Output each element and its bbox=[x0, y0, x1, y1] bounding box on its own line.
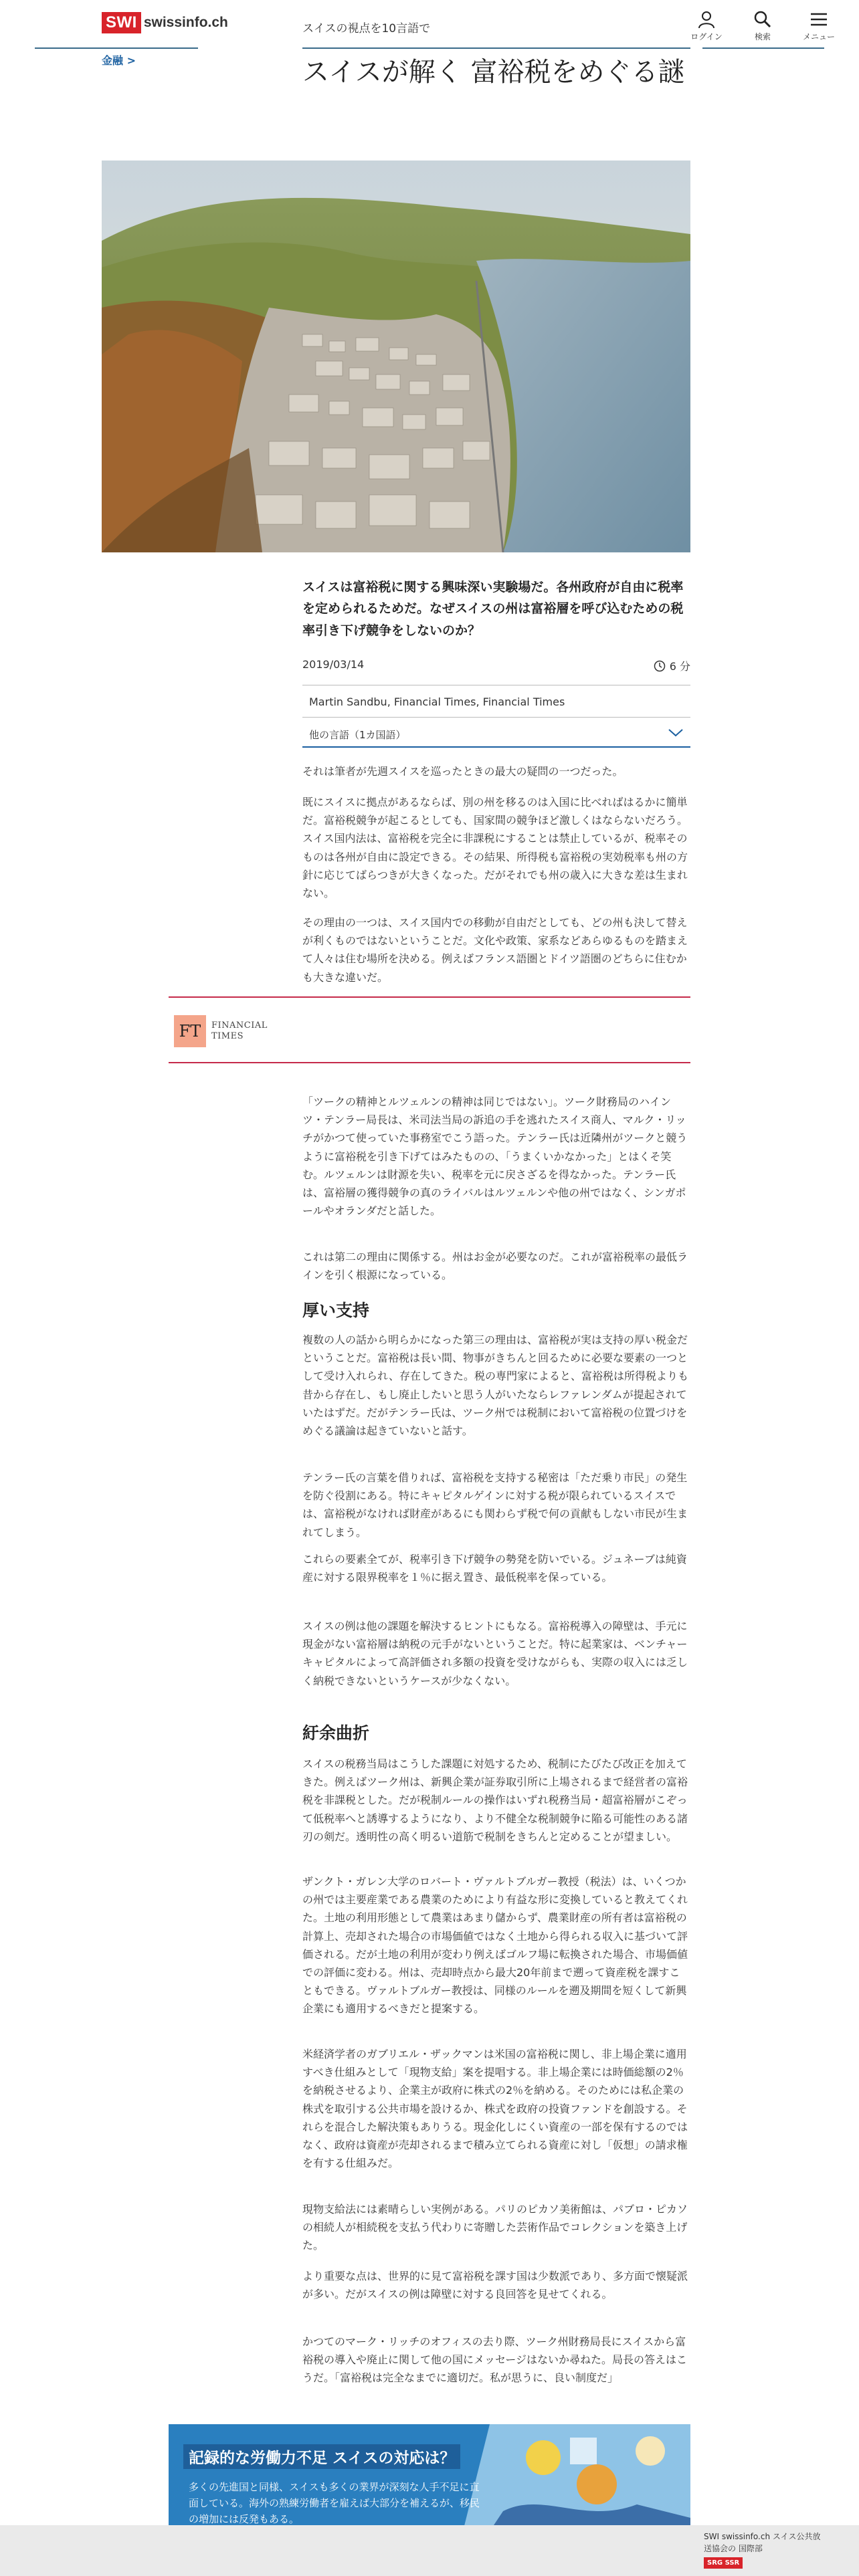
paragraph: スイスの税務当局はこうした課題に対処するため、税制にたびたび改正を加えてきた。例えばツーク州は、新興企業が証券取引所に上場されるまで経営者の富裕税を非課税とした。だが税制ルールの操作はいずれ税務当局・超富裕層がこぞって低税率へと誘導するようになり、より不健全な税制競争に陥る可能性のある諸刃の剣だ。透明性の高く明るい道筋で税制をきちんと定めることが望ましい。 bbox=[302, 1757, 688, 1843]
logo-mark: SWI bbox=[102, 12, 141, 33]
ft-logo-mark: FT bbox=[174, 1015, 206, 1047]
user-icon bbox=[696, 9, 717, 29]
footer-info bbox=[704, 2531, 821, 2569]
paragraph: 複数の人の話から明らかになった第三の理由は、富裕税が実は支持の厚い税金だということだ。富裕税は長い間、物事がきちんと回るために必要な要素の一つとして受け入れられ、存在してきた。税の専門家によると、富裕税は所得税よりも昔から存在し、もし廃止したいと思う人がいたならレファレンダムが提起されていたはずだ。だがテンラー氏は、ツーク州では税制において富裕税の位置づけをめぐる議論は起きていないと話す。 bbox=[302, 1333, 688, 1437]
ft-logo-line1: FINANCIAL bbox=[211, 1021, 268, 1031]
paragraph: これらの要素全てが、税率引き下げ競争の勢発を防いでいる。ジュネーブは純資産に対する限界税率を１％に据え置き、最低税率を保っている。 bbox=[302, 1553, 687, 1584]
srg-badge[interactable]: SRG SSR bbox=[704, 2557, 743, 2569]
ft-partner-box bbox=[169, 996, 690, 1063]
read-time bbox=[654, 658, 690, 673]
section-heading: 厚い支持 bbox=[302, 1301, 370, 1320]
ft-bottom-rule bbox=[169, 1062, 690, 1063]
page-title: スイスが解く 富裕税をめぐる謎 bbox=[302, 57, 685, 88]
read-time-label: 6 分 bbox=[669, 660, 690, 673]
footer-line1: SWI swissinfo.ch スイス公共放 bbox=[704, 2532, 821, 2541]
paragraph: その理由の一つは、スイス国内での移動が自由だとしても、どの州も決して替えが利くものではないということだ。文化や政策、家系などあらゆるものを踏まえて人々は住む場所を決める。例えばフランス語圏とドイツ語圏のどちらに住むかも大きな違いだ。 bbox=[302, 916, 688, 984]
article-meta bbox=[302, 658, 690, 678]
search-label: 検索 bbox=[754, 32, 771, 41]
author-byline: Martin Sandbu, Financial Times, Financial Times bbox=[309, 695, 565, 708]
site-header bbox=[0, 0, 859, 47]
promo-text: 多くの先進国と同様、スイスも多くの業界が深刻な人手不足に直面している。海外の熟練労働者を雇えば大部分を補えるが、移民の増加には反発もある。 bbox=[189, 2481, 480, 2525]
breadcrumb[interactable]: 金融 > bbox=[102, 54, 136, 67]
search-button[interactable] bbox=[743, 9, 783, 42]
hamburger-icon bbox=[809, 9, 829, 29]
paragraph: それは筆者が先週スイスを巡ったときの最大の疑問の一つだった。 bbox=[302, 765, 624, 778]
header-divider-center bbox=[302, 47, 690, 49]
menu-button[interactable] bbox=[799, 9, 839, 42]
paragraph: 「ツークの精神とルツェルンの精神は同じではない」。ツーク財務局のハインツ・テンラー局長は、米司法当局の訴追の手を逃れたスイス商人、マルク・リッチがかつて使っていた事務室でこう語った。テンラー氏は近隣州がツークと競うように富裕税を引き下げてはみたものの、「うまくいかなかった」とはくそ笑む。ルツェルンは財源を失い、税率を元に戻さざるを得なかった。テンラー氏は、富裕層の獲得競争の真のライバルはルツェルンや他の州ではなく、シンガポールやオランダだと話した。 bbox=[302, 1095, 688, 1218]
footer-line2: 送協会の 国際部 bbox=[704, 2544, 763, 2553]
hero-image bbox=[102, 160, 690, 552]
paragraph: かつてのマーク・リッチのオフィスの去り際、ツーク州財務局長にスイスから富裕税の導入や廃止に関して他の国にメッセージはないか尋ねた。局長の答えはこうだ。「富裕税は完全なまでに適切だ。私が思うに、良い制度だ」 bbox=[302, 2335, 688, 2385]
site-logo[interactable] bbox=[102, 12, 228, 33]
section-heading: 紆余曲折 bbox=[302, 1723, 370, 1743]
publish-date: 2019/03/14 bbox=[302, 658, 365, 671]
chevron-down-icon bbox=[668, 728, 684, 738]
paragraph: これは第二の理由に関係する。州はお金が必要なのだ。これが富裕税率の最低ラインを引く根源になっている。 bbox=[302, 1251, 688, 1282]
login-label: ログイン bbox=[690, 32, 723, 41]
other-languages-label: 他の言語（1カ国語） bbox=[309, 729, 406, 741]
other-languages-underline bbox=[302, 746, 690, 748]
promo-title: 記録的な労働力不足 スイスの対応は？ bbox=[183, 2444, 460, 2469]
paragraph: テンラー氏の言葉を借りれば、富裕税を支持する秘密は「ただ乗り市民」の発生を防ぐ役割にある。特にキャピタルゲインに対する税が限られているスイスでは、富裕税がなければ財産があるにも関わらず税で何の貢献もしない市民が生まれてしまう。 bbox=[302, 1471, 688, 1539]
author-divider bbox=[302, 717, 690, 718]
ft-logo-text bbox=[211, 1021, 268, 1041]
clock-icon bbox=[654, 660, 666, 672]
other-languages-toggle[interactable] bbox=[309, 728, 684, 742]
promo-banner[interactable] bbox=[169, 2424, 690, 2531]
paragraph: ザンクト・ガレン大学のロバート・ヴァルトブルガー教授（税法）は、いくつかの州では主要産業である農業のためにより有益な形に変換していると教えてくれた。土地の利用形態として農業はあまり儲からず、農業財産の所有者は富裕税の計算上、売却された場合の市場価値ではなく土地から得られる収入に基づいて評価される。だが土地の利用が変わり例えばゴルフ場に転換された場合、市場価値での評価に変わる。州は、売却時点から最大20年前まで遡って資産税を課すこともできる。ヴァルトブルガー教授は、同様のルールを遡及期間を短くして新興企業にも適用するべきだと提案する。 bbox=[302, 1875, 688, 2016]
paragraph: スイスの例は他の課題を解決するヒントにもなる。富裕税導入の障壁は、手元に現金がない富裕層は納税の元手がないということだ。特に起業家は、ベンチャーキャピタルによって高評価され多額の投資を受けながらも、実際の収入には乏しく納税できないというケースが少なくない。 bbox=[302, 1620, 688, 1687]
search-icon bbox=[753, 9, 773, 29]
login-button[interactable] bbox=[686, 9, 727, 42]
paragraph: 既にスイスに拠点があるならば、別の州を移るのは入国に比べればはるかに簡単だ。富裕税競争が起こるとしても、国家間の競争ほど激しくはならないだろう。スイス国内法は、富裕税を完全に非課税にすることは禁止しているが、税率そのものは各州が自由に設定できる。その結果、所得税も富裕税の実効税率も州の方針に応じてばらつきが大きくなった。だがそれでも州の歳入に大きな差は生まれない。 bbox=[302, 796, 688, 899]
paragraph: 米経済学者のガブリエル・ザックマンは米国の富裕税に関し、非上場企業に適用すべき仕組みとして「現物支給」案を提唱する。非上場企業には時価総額の2％を納税させるより、企業主が政府に株式の2％を納める。そのためには私企業の株式を取引する公共市場を設けるか、株式を政府の投資ファンドを創設する。それらを混合した解決策もありうる。現金化しにくい資産の一部を保有するのではなく、政府は資産が売却されるまで積み立てられる資産に対し「仮想」の請求権を有する仕組みだ。 bbox=[302, 2048, 688, 2170]
logo-text: swissinfo.ch bbox=[143, 15, 228, 30]
paragraph: 現物支給法には素晴らしい実例がある。パリのピカソ美術館は、パブロ・ピカソの相続人が相続税を支払う代わりに寄贈した芸術作品でコレクションを築き上げた。 bbox=[302, 2203, 688, 2252]
menu-label: メニュー bbox=[802, 32, 835, 41]
paragraph: より重要な点は、世界的に見て富裕税を課す国は少数派であり、多方面で懐疑派が多い。だがスイスの例は障壁に対する良回答を見せてくれる。 bbox=[302, 2270, 688, 2301]
ft-logo bbox=[174, 1015, 268, 1047]
header-actions bbox=[686, 9, 839, 42]
site-tagline: スイスの視点を10言語で bbox=[302, 22, 431, 35]
header-divider-right bbox=[702, 47, 824, 49]
ft-logo-line2: TIMES bbox=[211, 1031, 244, 1041]
article-lead: スイスは富裕税に関する興味深い実験場だ。各州政府が自由に税率を定められるためだ。なぜスイスの州は富裕層を呼び込むための税率引き下げ競争をしないのか？ bbox=[302, 580, 684, 638]
ft-top-rule bbox=[169, 996, 690, 998]
header-divider-left bbox=[35, 47, 198, 49]
